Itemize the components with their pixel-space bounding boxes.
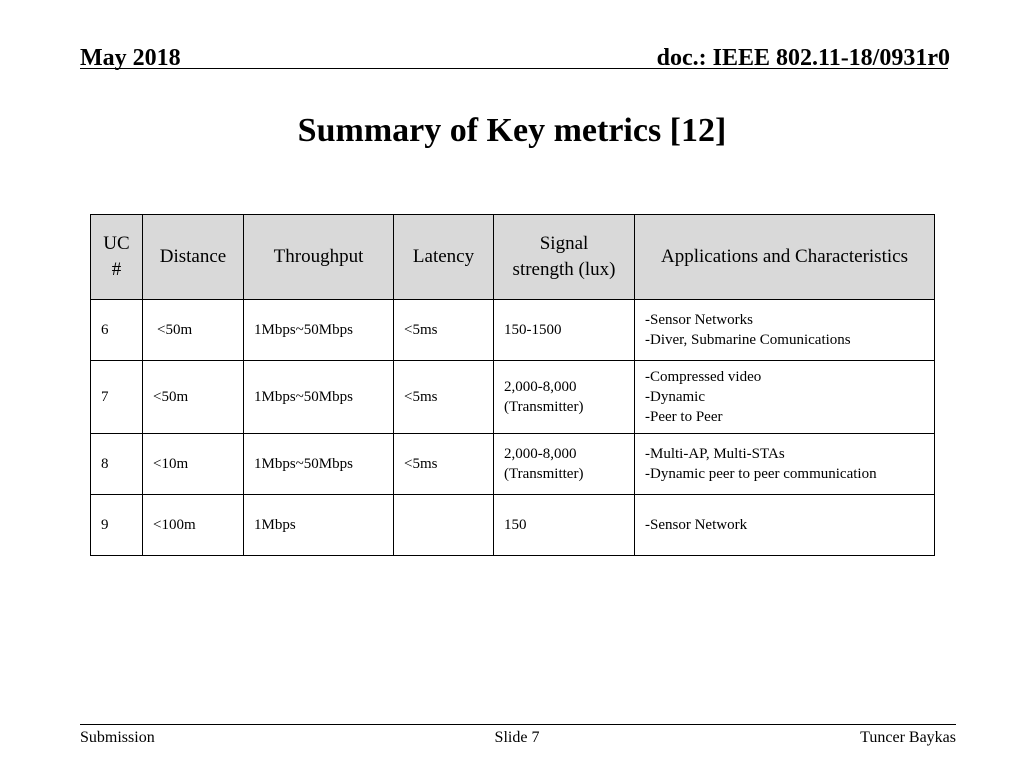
cell-uc: 7: [91, 361, 143, 434]
cell-throughput: 1Mbps: [244, 495, 394, 556]
cell-signal-line: (Transmitter): [504, 466, 584, 482]
cell-signal: [494, 300, 635, 361]
cell-application-line: -Dynamic peer to peer communication: [645, 466, 877, 482]
cell-latency: <5ms: [394, 300, 494, 361]
footer-author: Tuncer Baykas: [860, 729, 956, 746]
cell-application-line: -Peer to Peer: [645, 409, 723, 425]
table-row: [91, 434, 935, 495]
header-throughput: Throughput: [244, 215, 394, 300]
header-latency: Latency: [394, 215, 494, 300]
cell-application-line: -Multi-AP, Multi-STAs: [645, 446, 785, 462]
header-divider: [80, 68, 948, 69]
cell-latency: [394, 495, 494, 556]
header-signal: [494, 215, 635, 300]
footer-slide-number: Slide 7: [494, 729, 540, 746]
cell-latency: <5ms: [394, 434, 494, 495]
header-signal-line2: strength (lux): [512, 259, 616, 280]
table-row: [91, 495, 935, 556]
header-doc-id: doc.: IEEE 802.11-18/0931r0: [656, 45, 950, 71]
header-uc-line1: UC: [103, 233, 130, 254]
cell-applications: [635, 361, 935, 434]
cell-distance: <50m: [143, 300, 244, 361]
cell-signal: [494, 495, 635, 556]
table-header-row: [91, 215, 935, 300]
cell-signal-line: (Transmitter): [504, 399, 584, 415]
cell-distance: <10m: [143, 434, 244, 495]
header-uc: [91, 215, 143, 300]
cell-throughput: 1Mbps~50Mbps: [244, 300, 394, 361]
header-uc-line2: #: [111, 259, 122, 280]
cell-applications: [635, 300, 935, 361]
cell-uc: 8: [91, 434, 143, 495]
key-metrics-table: [90, 214, 935, 556]
cell-distance: <50m: [143, 361, 244, 434]
cell-signal-line: 150: [504, 517, 527, 533]
cell-distance: <100m: [143, 495, 244, 556]
table-row: [91, 300, 935, 361]
footer-submission: Submission: [80, 729, 155, 746]
cell-signal: [494, 361, 635, 434]
cell-throughput: 1Mbps~50Mbps: [244, 361, 394, 434]
header-signal-line1: Signal: [539, 233, 589, 254]
cell-signal-line: 2,000-8,000: [504, 379, 577, 395]
cell-signal-line: 2,000-8,000: [504, 446, 577, 462]
cell-uc: 9: [91, 495, 143, 556]
slide-title: Summary of Key metrics [12]: [297, 112, 727, 149]
cell-application-line: -Dynamic: [645, 389, 705, 405]
header-distance: Distance: [143, 215, 244, 300]
cell-applications: [635, 495, 935, 556]
header-applications: Applications and Characteristics: [635, 215, 935, 300]
cell-latency: <5ms: [394, 361, 494, 434]
cell-signal-line: 150-1500: [504, 322, 562, 338]
cell-application-line: -Sensor Network: [645, 517, 748, 533]
cell-signal: [494, 434, 635, 495]
cell-throughput: 1Mbps~50Mbps: [244, 434, 394, 495]
header-date: May 2018: [80, 45, 181, 71]
cell-application-line: -Compressed video: [645, 369, 762, 385]
cell-applications: [635, 434, 935, 495]
table-row: [91, 361, 935, 434]
cell-application-line: -Sensor Networks: [645, 312, 753, 328]
footer-divider: [80, 724, 956, 725]
cell-uc: 6: [91, 300, 143, 361]
cell-application-line: -Diver, Submarine Comunications: [645, 332, 851, 348]
